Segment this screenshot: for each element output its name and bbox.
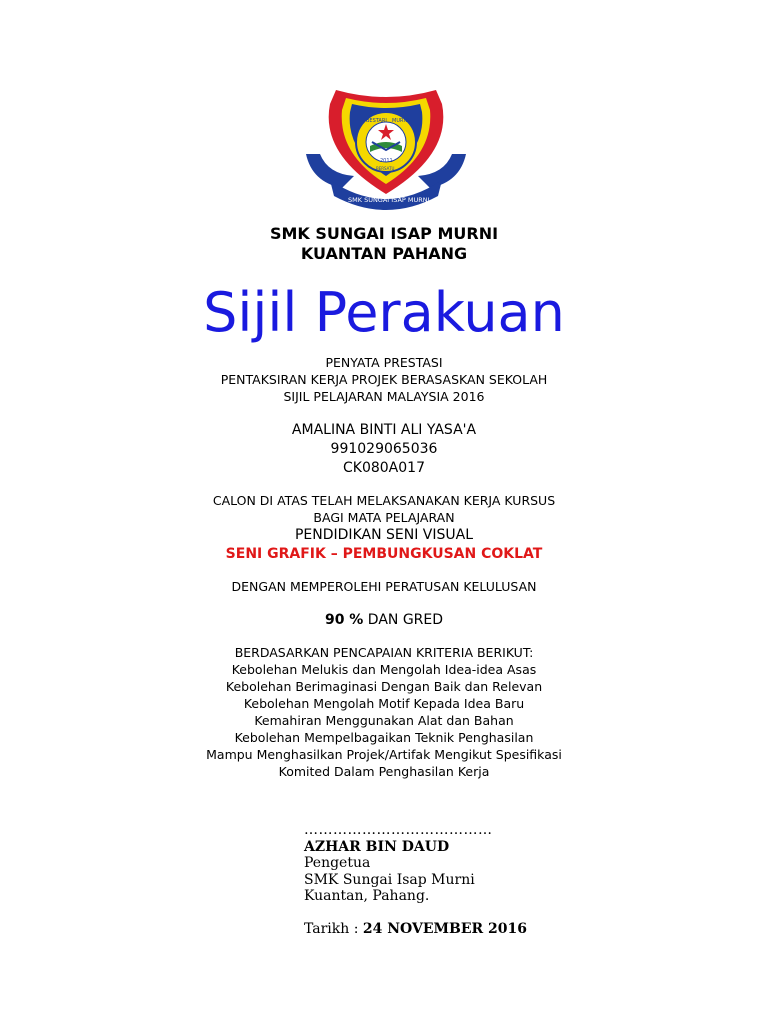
signature-line: …………………………………	[304, 822, 493, 838]
statement-block	[0, 354, 768, 405]
criteria-item: Kemahiran Menggunakan Alat dan Bahan	[254, 713, 514, 728]
crest-top-text: BESTARI	[366, 118, 387, 124]
coursework-line1: CALON DI ATAS TELAH MELAKSANAKAN KERJA KURSUS	[212, 493, 556, 508]
school-crest-logo	[302, 84, 470, 212]
date-label: Tarikh :	[304, 920, 363, 937]
criteria-block	[0, 644, 768, 780]
pass-statement: DENGAN MEMPEROLEHI PERATUSAN KELULUSAN	[231, 579, 537, 594]
criteria-item: Komited Dalam Penghasilan Kerja	[278, 764, 490, 779]
candidate-ic-number: 991029065036	[330, 441, 438, 457]
statement-line3: SIJIL PELAJARAN MALAYSIA 2016	[283, 389, 485, 404]
candidate-index-number: CK080A017	[343, 460, 425, 476]
score-percentage: 90 %	[324, 612, 364, 628]
crest-top-text-right: MURNI	[392, 118, 409, 124]
statement-line1: PENYATA PRESTASI	[325, 355, 443, 370]
signature-block	[304, 822, 527, 937]
school-name-line2: KUANTAN PAHANG	[300, 244, 468, 263]
criteria-item: Kebolehan Berimaginasi Dengan Baik dan Relevan	[225, 679, 543, 694]
coursework-line2: BAGI MATA PELAJARAN	[313, 510, 455, 525]
signature-school: SMK Sungai Isap Murni	[304, 871, 475, 888]
certificate-title: Sijil Perakuan	[203, 281, 565, 344]
grade-label: DAN GRED	[363, 612, 444, 628]
crest-year: 2011	[380, 158, 393, 164]
criteria-heading: BERDASARKAN PENCAPAIAN KRITERIA BERIKUT:	[234, 645, 534, 660]
signature-location: Kuantan, Pahang.	[304, 888, 430, 904]
candidate-name: AMALINA BINTI ALI YASA'A	[291, 422, 477, 438]
project-topic: SENI GRAFIK – PEMBUNGKUSAN COKLAT	[225, 546, 543, 562]
criteria-item: Kebolehan Melukis dan Mengolah Idea-idea Asas	[231, 662, 537, 677]
school-name	[0, 224, 768, 264]
date-line	[304, 921, 527, 938]
crest-ribbon-text: SMK SUNGAI ISAP MURNI	[348, 196, 430, 204]
candidate-block	[0, 421, 768, 478]
score-line	[0, 610, 768, 630]
subject-name: PENDIDIKAN SENI VISUAL	[294, 527, 473, 543]
criteria-item: Mampu Menghasilkan Projek/Artifak Mengikut Spesifikasi	[206, 747, 562, 762]
criteria-item: Kebolehan Mempelbagaikan Teknik Penghasilan	[234, 730, 534, 745]
principal-title: Pengetua	[304, 855, 371, 871]
criteria-item: Kebolehan Mengolah Motif Kepada Idea Baru	[243, 696, 525, 711]
coursework-block	[0, 492, 768, 564]
principal-name: AZHAR BIN DAUD	[304, 838, 450, 855]
statement-line2: PENTAKSIRAN KERJA PROJEK BERASASKAN SEKOLAH	[220, 372, 548, 387]
date-value: 24 NOVEMBER 2016	[362, 920, 528, 937]
crest-motto: BERSATU	[376, 166, 395, 171]
school-name-line1: SMK SUNGAI ISAP MURNI	[269, 224, 499, 243]
